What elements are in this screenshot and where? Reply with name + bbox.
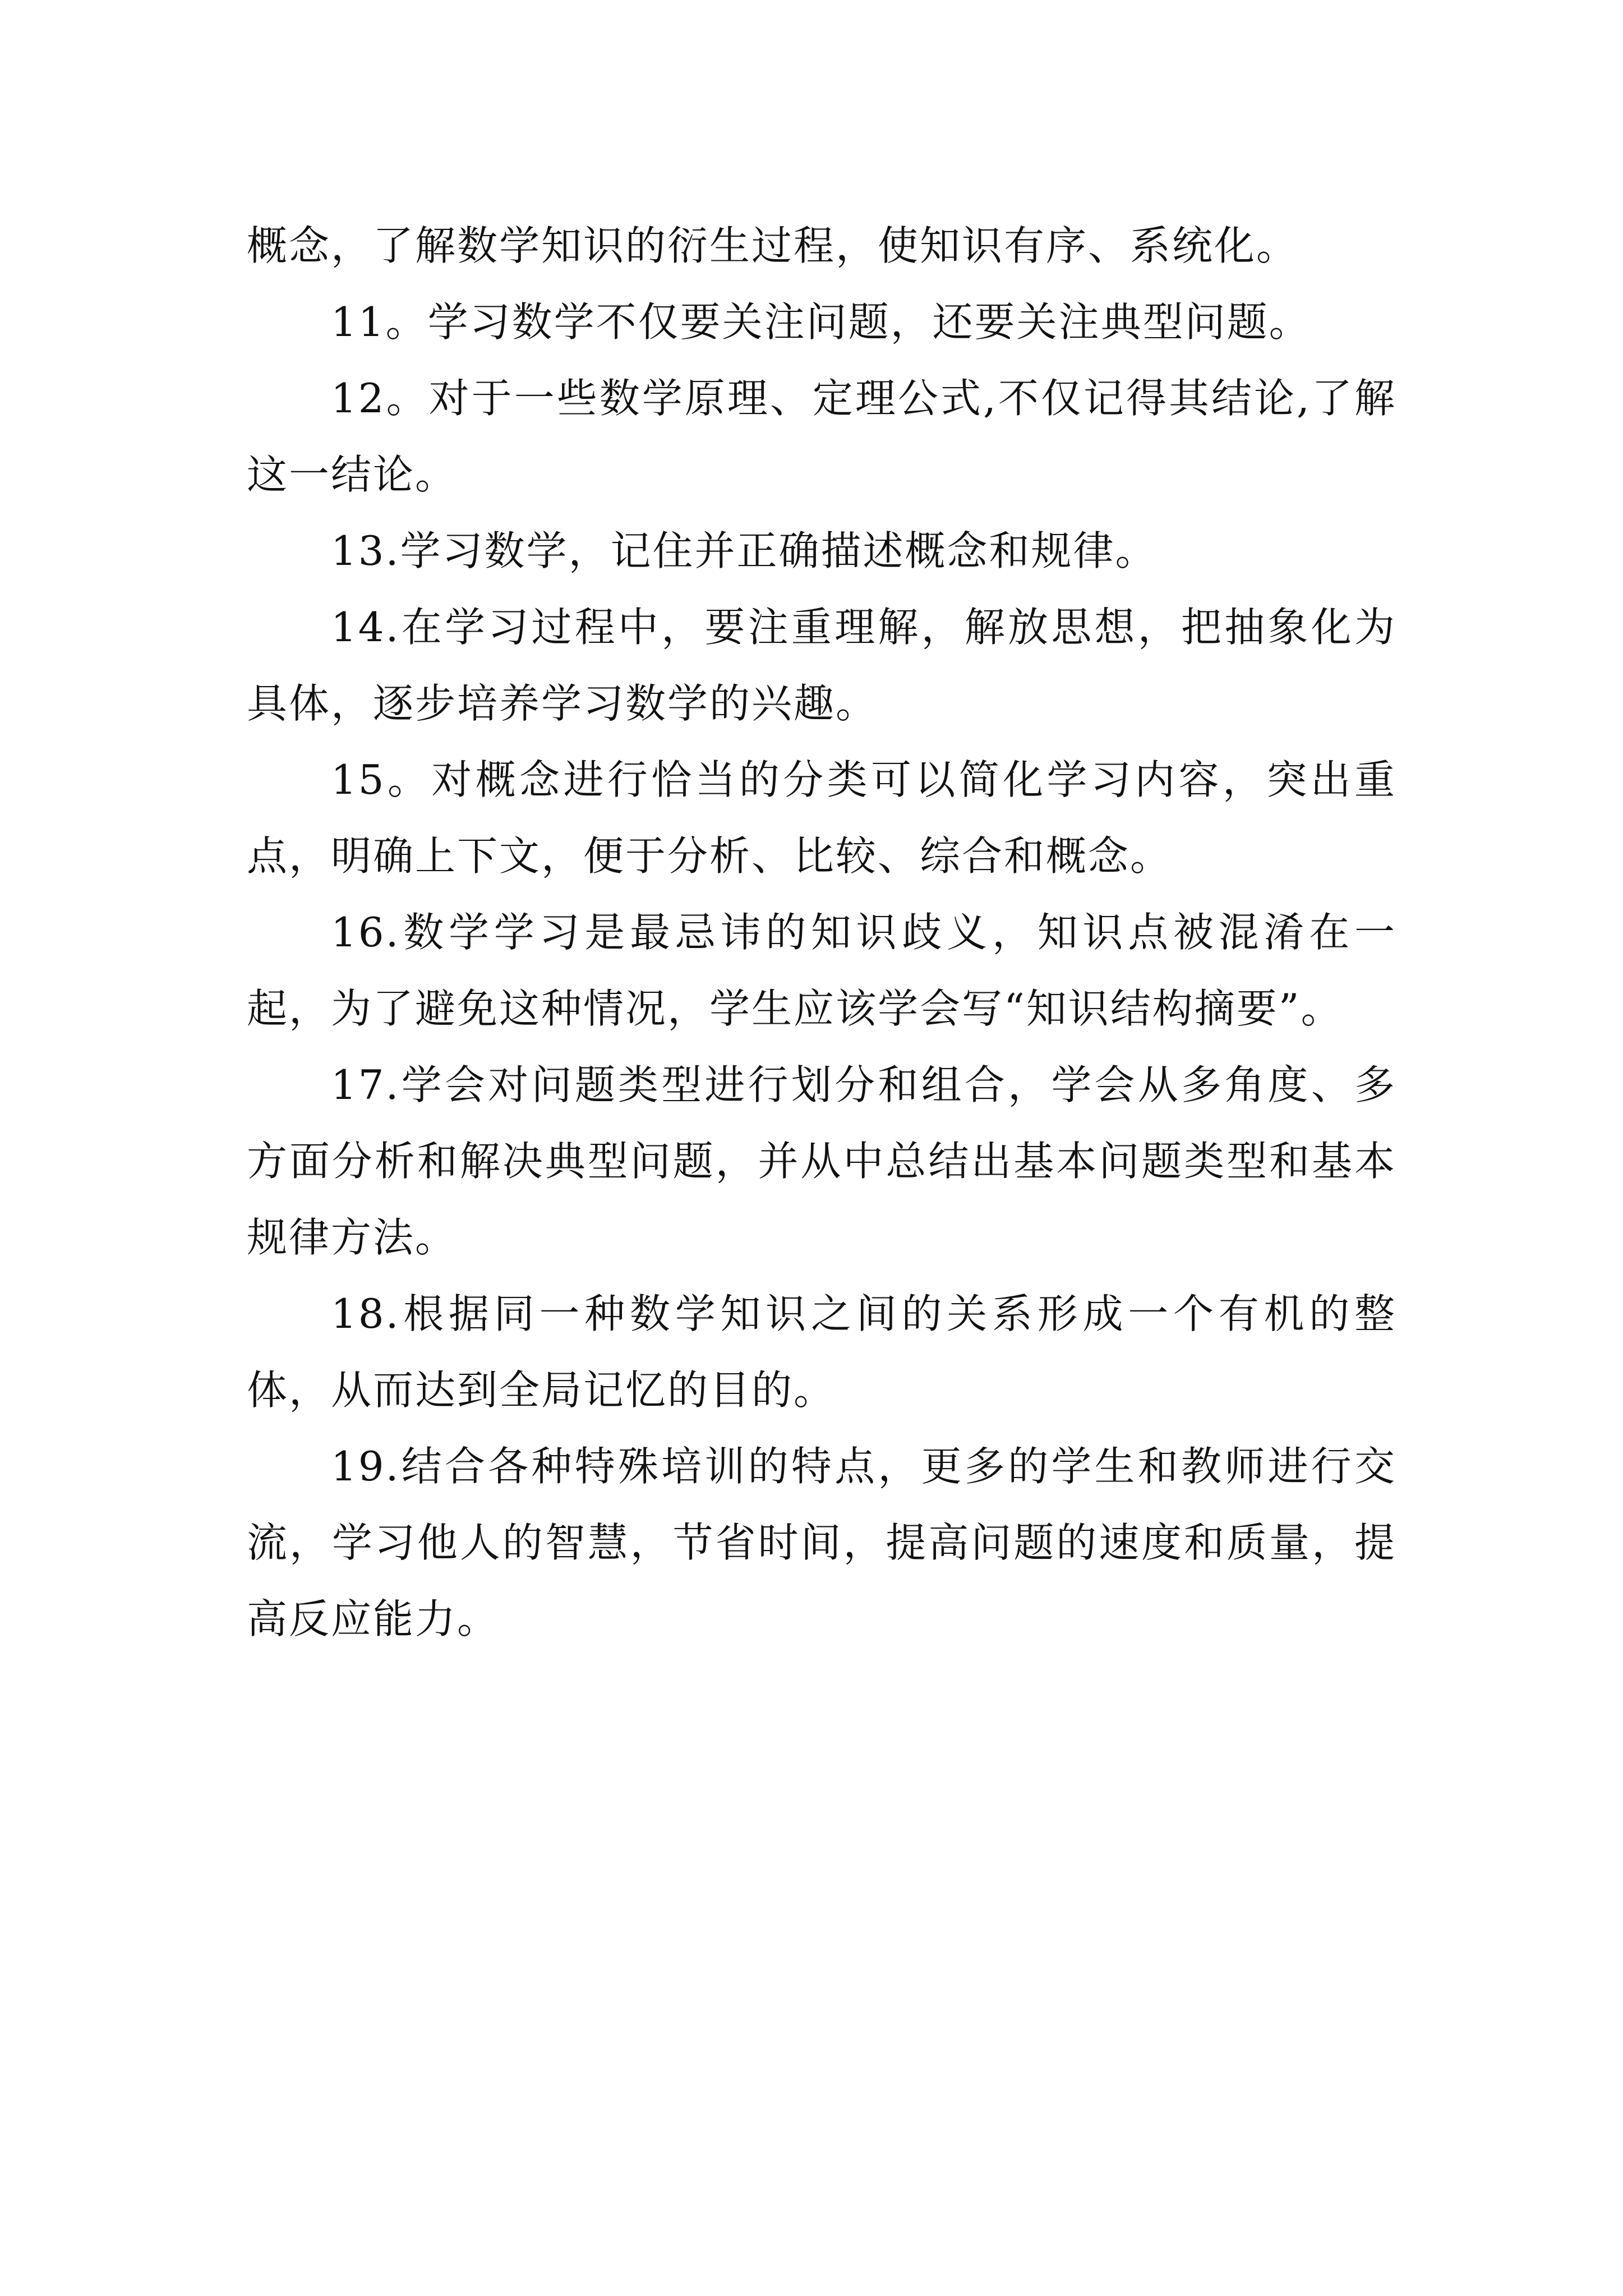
paragraph-item-18: 18.根据同一种数学知识之间的关系形成一个有机的整体，从而达到全局记忆的目的。 <box>247 1290 1396 1414</box>
paragraph-item-15: 15。对概念进行恰当的分类可以简化学习内容，突出重点，明确上下文，便于分析、比较、综合和概念。 <box>247 756 1396 880</box>
paragraph-item-11: 11。学习数学不仅要关注问题，还要关注典型问题。 <box>331 298 1311 346</box>
paragraph-continuation: 概念，了解数学知识的衍生过程，使知识有序、系统化。 <box>247 222 1299 269</box>
paragraph-item-12: 12。对于一些数学原理、定理公式,不仅记得其结论,了解这一结论。 <box>247 375 1396 498</box>
paragraph-item-16: 16.数学学习是最忌讳的知识歧义，知识点被混淆在一起，为了避免这种情况，学生应该学会写“知识结构摘要”。 <box>247 909 1396 1032</box>
paragraph-item-17: 17.学会对问题类型进行划分和组合，学会从多角度、多方面分析和解决典型问题，并从中总结出基本问题类型和基本规律方法。 <box>247 1061 1396 1261</box>
paragraph-item-19: 19.结合各种特殊培训的特点，更多的学生和教师进行交流，学习他人的智慧，节省时间，提高问题的速度和质量，提高反应能力。 <box>247 1443 1396 1642</box>
document-body <box>247 208 1396 1657</box>
paragraph-item-13: 13.学习数学，记住并正确描述概念和规律。 <box>331 527 1158 574</box>
paragraph-item-14: 14.在学习过程中，要注重理解，解放思想，把抽象化为具体，逐步培养学习数学的兴趣。 <box>247 604 1396 727</box>
